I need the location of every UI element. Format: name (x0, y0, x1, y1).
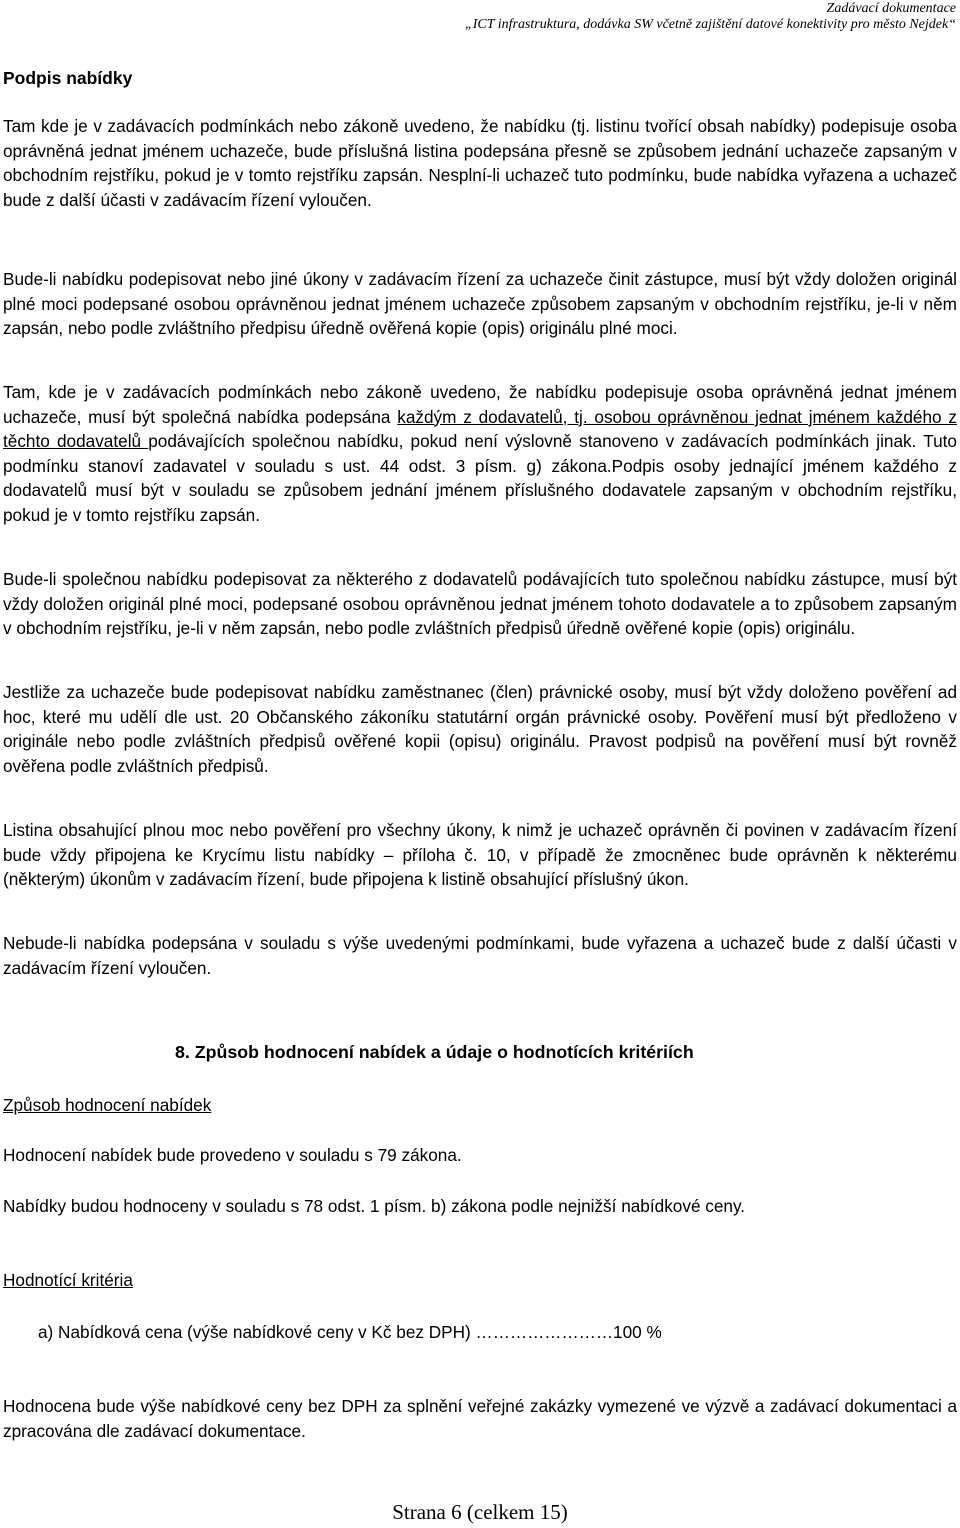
paragraph-signature-4: Bude-li společnou nabídku podepisovat za některého z dodavatelů podávajících tuto společnou nabídku zástupce, musí být vždy doložen originál plné moci, podepsané osobou oprávněnou jednat jménem tohoto dodavatele a to způsobem zapsaným v obchodním rejstříku, je-li v něm zapsán, nebo podle zvláštních předpisů úředně ověřené kopie (opis) originálu. (3, 569, 957, 638)
paragraph-signature-5: Jestliže za uchazeče bude podepisovat nabídku zaměstnanec (člen) právnické osoby, musí být vždy doloženo pověření ad hoc, které mu udělí dle ust. 20 Občanského zákoníku statutární orgán právnické osoby. Pověření musí být předloženo v originále nebo podle zvláštních předpisů ověřené kopii (opisu) originálu. Pravost podpisů na pověření musí být rovněž ověřena podle zvláštních předpisů. (3, 682, 957, 776)
p3-underlined: každým z dodavatelů, tj. osobou oprávněnou jednat jménem každého z těchto dodavatelů (3, 406, 957, 451)
paragraph-evaluation-1: Hodnocení nabídek bude provedeno v souladu s 79 zákona. (3, 1145, 462, 1165)
page-number: Strana 6 (celkem 15) (392, 1500, 568, 1524)
header-doc-type: Zadávací dokumentace (826, 1, 956, 16)
paragraph-signature-3 (3, 380, 957, 527)
p3-text-a: Tam, kde je v zadávacích podmínkách nebo zákoně uvedeno, že nabídku podepisuje osoba oprávněná jednat jménem uchazeče, musí být společná nabídka podepsána (3, 382, 957, 427)
p3-text-b: podávajících společnou nabídku, pokud není výslovně stanoveno v zadávacích podmínkách jinak. Tuto podmínku stanoví zadavatel v souladu s ust. 44 odst. 3 písm. g) zákona.Podpis osoby jednající jménem každého z dodavatelů musí být v souladu se způsobem jednání jménem příslušného dodavatele zapsaným v obchodním rejstříku, pokud je v tomto rejstříku zapsán. (3, 431, 957, 525)
paragraph-criteria-1: Hodnocena bude výše nabídkové ceny bez DPH za splnění veřejné zakázky vymezené ve výzvě a zadávací dokumentaci a zpracována dle zadávací dokumentace. (3, 1396, 957, 1441)
paragraph-signature-1: Tam kde je v zadávacích podmínkách nebo zákoně uvedeno, že nabídku (tj. listinu tvořící obsah nabídky) podepisuje osoba oprávněná jednat jménem uchazeče, bude příslušná listina podepsána přesně se způsobem jednání uchazeče zapsaným v obchodním rejstříku, pokud je v tomto rejstříku zapsán. Nesplní-li uchazeč tuto podmínku, bude nabídka vyřazena a uchazeč bude z další účasti v zadávacím řízení vyloučen. (3, 116, 957, 210)
paragraph-evaluation-2: Nabídky budou hodnoceny v souladu s 78 odst. 1 písm. b) zákona podle nejnižší nabídkové ceny. (3, 1196, 746, 1216)
heading-signature: Podpis nabídky (3, 68, 133, 88)
section-8-title: 8. Způsob hodnocení nabídek a údaje o hodnotících kritériích (175, 1042, 694, 1062)
heading-criteria: Hodnotící kritéria (3, 1270, 133, 1290)
header-project-title: „ICT infrastruktura, dodávka SW včetně zajištění datové konektivity pro město Nejdek“ (464, 17, 956, 32)
paragraph-signature-6: Listina obsahující plnou moc nebo pověření pro všechny úkony, k nimž je uchazeč oprávněn či povinen v zadávacím řízení bude vždy připojena ke Krycímu listu nabídky – příloha č. 10, v případě že zmocněnec bude oprávněn k některému (některým) úkonům v zadávacím řízení, bude připojena k listině obsahující příslušný úkon. (3, 820, 957, 889)
criteria-item-a: a) Nabídková cena (výše nabídkové ceny v Kč bez DPH) ……………………100 % (38, 1322, 662, 1342)
paragraph-signature-2: Bude-li nabídku podepisovat nebo jiné úkony v zadávacím řízení za uchazeče činit zástupce, musí být vždy doložen originál plné moci podepsané osobou oprávněnou jednat jménem uchazeče způsobem zapsaným v obchodním rejstříku, je-li v něm zapsán, nebo podle zvláštního předpisu úředně ověřená kopie (opis) originálu plné moci. (3, 269, 957, 338)
heading-evaluation: Způsob hodnocení nabídek (3, 1095, 212, 1115)
paragraph-signature-7: Nebude-li nabídka podepsána v souladu s výše uvedenými podmínkami, bude vyřazena a uchazeč bude z další účasti v zadávacím řízení vyloučen. (3, 933, 957, 978)
